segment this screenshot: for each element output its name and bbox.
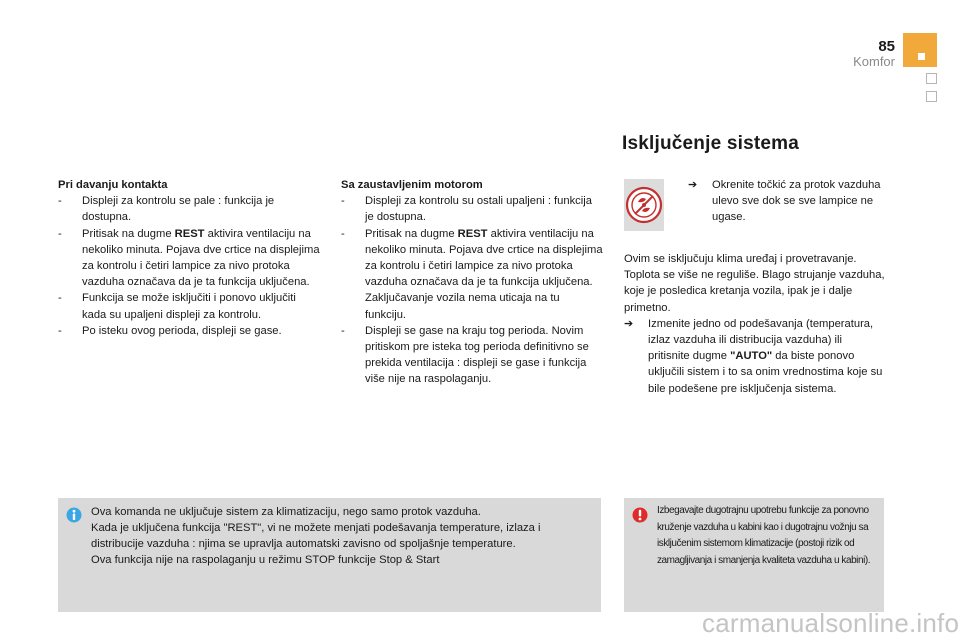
tab-dot [918, 53, 925, 60]
section-tab[interactable] [926, 73, 937, 84]
paragraph: Ovim se isključuju klima uređaj i provetravanje. Toplota se više ne reguliše. Blago strujanje vazduha, koje je posledica kretanja vozila, ipak je i dalje primetno. [624, 253, 885, 314]
warning-text: Izbegavajte dugotrajnu upotrebu funkcije za ponovno kruženje vazduha u kabini kao i dugotrajnu vožnju sa isključenim sistemom klimatizacije (postoji rizik od zamagljivanja i smanjenja kvaliteta vazduha u kabini). [657, 505, 871, 566]
section-tab[interactable] [926, 91, 937, 102]
info-text: Ova komanda ne uključuje sistem za klimatizaciju, nego samo protok vazduha. Kada je uključena funkcija "REST", vi ne možete menjati podešavanja temperature, izlaza i distribucije vazduha : njima se upravlja automatski zavisno od spoljašnje temperature. Ova funkcija nije na raspolaganju u režimu STOP funkcije Stop & Start [91, 506, 541, 566]
bullet-arrow-icon: ➔ [624, 317, 634, 330]
column-heading: Sa zaustavljenim motorom [341, 179, 483, 191]
list-item: - Po isteku ovog perioda, displeji se gase. [58, 324, 282, 337]
column-ignition [58, 177, 320, 339]
section-tab-active[interactable] [903, 33, 937, 67]
info-icon [66, 507, 82, 523]
list-item: - Pritisak na dugme REST aktivira ventilaciju na nekoliko minuta. Pojava dve crtice na displejima za kontrolu i četiri lampice za nivo protoka vazduha označava da je ta funkcija uključena. [58, 227, 320, 289]
list-item: - Displeji za kontrolu su ostali upaljeni : funkcija je dostupna. [341, 195, 592, 224]
section-title: Isključenje sistema [622, 133, 800, 154]
page-number: 85 [878, 38, 895, 55]
shutdown-description [624, 251, 886, 397]
list-item: - Displeji za kontrolu se pale : funkcija je dostupna. [58, 195, 275, 224]
column-engine-stopped [341, 177, 603, 388]
airflow-knob-icon [624, 179, 664, 231]
list-item: - Funkcija se može isključiti i ponovo uključiti kada su upaljeni displeji za kontrolu. [58, 292, 296, 321]
column-heading: Pri davanju kontakta [58, 179, 168, 191]
knob-instruction: ➔ Okrenite točkić za protok vazduha ulevo sve dok se sve lampice ne ugase. [688, 179, 881, 224]
watermark: carmanualsonline.info [702, 608, 960, 638]
list-item: - Pritisak na dugme REST aktivira ventilaciju na nekoliko minuta. Pojava dve crtice na displejima za kontrolu i četiri lampice za nivo protoka vazduha označava da je ta funkcija uključena. Zaključavanje vozila nema uticaja na tu funkciju. [341, 227, 603, 321]
bullet-arrow-icon: ➔ [688, 179, 698, 191]
list-item: - Displeji se gase na kraju tog perioda. Novim pritiskom pre isteka tog perioda definitivno se prekida ventilacija : displeji se gase i funkcija više nije na raspolaganju. [341, 324, 589, 386]
list-item: ➔ Izmenite jedno od podešavanja (temperatura, izlaz vazduha ili distribucija vazduha) ili pritisnite dugme "AUTO" da biste ponovo uključili sistem i to sa onim vrednostima koje su bile podešene pre isključenja sistema. [624, 317, 883, 395]
airflow-knob-illustration [624, 179, 664, 231]
warning-icon [632, 507, 648, 523]
section-name: Komfor [853, 54, 895, 69]
